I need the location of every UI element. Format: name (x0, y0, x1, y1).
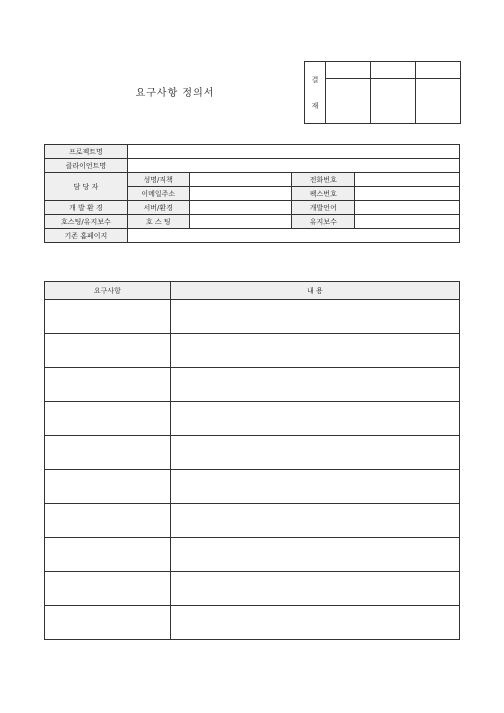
content-cell[interactable] (170, 504, 459, 538)
phone-label: 전화번호 (292, 173, 355, 187)
requirements-table (44, 281, 460, 640)
manager-label: 담 당 자 (45, 173, 128, 201)
content-cell[interactable] (170, 470, 459, 504)
table-row (45, 334, 460, 368)
content-cell[interactable] (170, 368, 459, 402)
project-name-field[interactable] (127, 145, 459, 159)
hosting-field[interactable] (189, 215, 292, 229)
requirement-cell[interactable] (45, 504, 171, 538)
requirement-cell[interactable] (45, 470, 171, 504)
dev-env-label: 개 발 환 경 (45, 201, 128, 215)
hosting-label: 호 스 팅 (127, 215, 189, 229)
existing-homepage-field[interactable] (127, 229, 459, 243)
content-cell[interactable] (170, 436, 459, 470)
requirement-cell[interactable] (45, 572, 171, 606)
requirement-cell[interactable] (45, 300, 171, 334)
approval-label (305, 62, 326, 124)
requirement-cell[interactable] (45, 368, 171, 402)
approval-box (304, 61, 461, 124)
requirement-cell[interactable] (45, 334, 171, 368)
approval-sign-cell[interactable] (326, 79, 371, 124)
fax-label: 팩스번호 (292, 187, 355, 201)
approval-label-top: 결 (311, 75, 319, 84)
maint-label: 유지보수 (292, 215, 355, 229)
requirement-cell[interactable] (45, 606, 171, 640)
approval-sign-cell[interactable] (371, 79, 416, 124)
project-name-label: 프로젝트명 (45, 145, 128, 159)
requirement-cell[interactable] (45, 402, 171, 436)
email-field[interactable] (189, 187, 292, 201)
table-row (45, 300, 460, 334)
page-title: 요구사항 정의서 (135, 88, 215, 99)
requirement-column-header: 요구사항 (45, 282, 171, 300)
dev-lang-field[interactable] (355, 201, 460, 215)
content-cell[interactable] (170, 402, 459, 436)
requirement-cell[interactable] (45, 436, 171, 470)
requirement-cell[interactable] (45, 538, 171, 572)
email-label: 이메일주소 (127, 187, 189, 201)
approval-sign-cell[interactable] (416, 79, 461, 124)
table-row (45, 368, 460, 402)
name-title-label: 성명/직책 (127, 173, 189, 187)
client-name-label: 클라이언트명 (45, 159, 128, 173)
phone-field[interactable] (355, 173, 460, 187)
name-title-field[interactable] (189, 173, 292, 187)
server-env-label: 서버/환경 (127, 201, 189, 215)
content-cell[interactable] (170, 538, 459, 572)
server-env-field[interactable] (189, 201, 292, 215)
table-row (45, 606, 460, 640)
approval-header-cell[interactable] (416, 62, 461, 79)
maint-field[interactable] (355, 215, 460, 229)
table-row (45, 470, 460, 504)
existing-homepage-label: 기존 홈페이지 (45, 229, 128, 243)
fax-field[interactable] (355, 187, 460, 201)
content-cell[interactable] (170, 572, 459, 606)
content-cell[interactable] (170, 300, 459, 334)
dev-lang-label: 개발언어 (292, 201, 355, 215)
table-row (45, 504, 460, 538)
approval-header-cell[interactable] (326, 62, 371, 79)
table-row (45, 436, 460, 470)
client-name-field[interactable] (127, 159, 459, 173)
approval-header-cell[interactable] (371, 62, 416, 79)
table-row (45, 538, 460, 572)
table-row (45, 402, 460, 436)
content-cell[interactable] (170, 606, 459, 640)
content-cell[interactable] (170, 334, 459, 368)
hosting-maint-label: 호스팅/유지보수 (45, 215, 128, 229)
approval-label-bottom: 재 (311, 101, 319, 110)
table-row (45, 572, 460, 606)
content-column-header: 내 용 (170, 282, 459, 300)
project-info-table (44, 144, 460, 243)
